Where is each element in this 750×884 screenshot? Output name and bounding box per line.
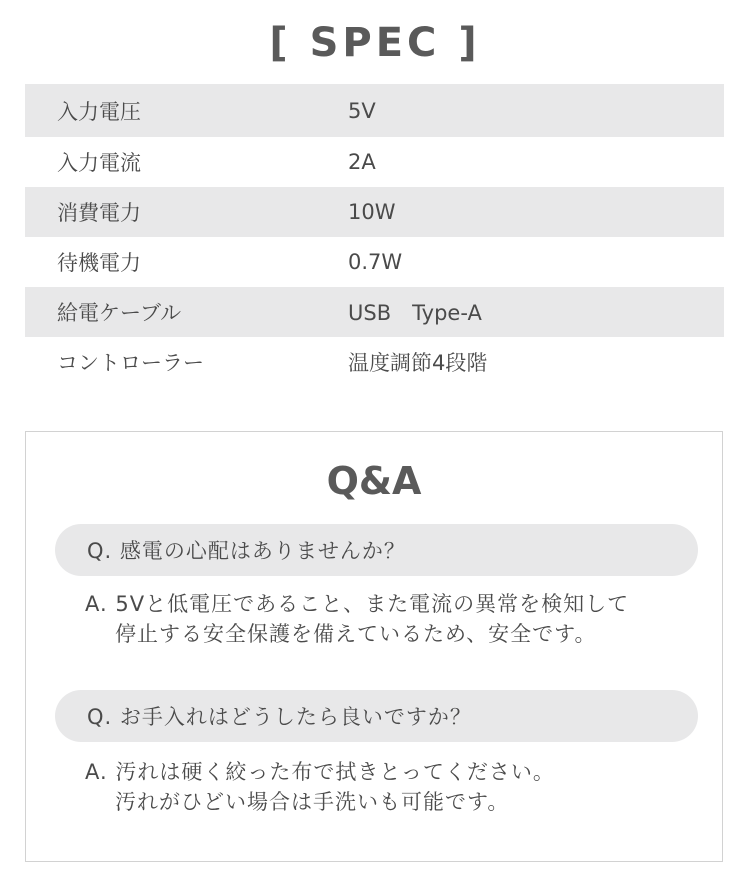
answer-2-line-1: A. 汚れは硬く絞った布で拭きとってください。 bbox=[85, 760, 555, 784]
answer-1-line-1: A. 5Vと低電圧であること、また電流の異常を検知して bbox=[85, 592, 630, 616]
spec-label: 給電ケーブル bbox=[57, 301, 182, 325]
spec-value: 0.7W bbox=[348, 250, 403, 274]
spec-label: コントローラー bbox=[57, 351, 204, 375]
answer-1-line-2: 停止する安全保護を備えているため、安全です。 bbox=[115, 622, 597, 646]
spec-label: 入力電圧 bbox=[57, 99, 141, 124]
spec-value: 10W bbox=[348, 200, 396, 224]
answer-1 bbox=[85, 589, 705, 649]
spec-table bbox=[25, 84, 724, 387]
qa-title: Q&A bbox=[326, 459, 422, 503]
spec-row bbox=[25, 237, 724, 287]
spec-value: USB Type-A bbox=[348, 301, 482, 325]
spec-row bbox=[25, 187, 724, 237]
spec-value: 温度調節4段階 bbox=[348, 351, 488, 375]
question-1: Q. 感電の心配はありませんか？ bbox=[55, 524, 698, 576]
answer-2 bbox=[85, 757, 705, 817]
spec-title: [ SPEC ] bbox=[269, 20, 481, 66]
spec-value: 5V bbox=[348, 98, 376, 123]
spec-value: 2A bbox=[348, 150, 376, 174]
spec-label: 入力電流 bbox=[57, 151, 141, 175]
question-2: Q. お手入れはどうしたら良いですか？ bbox=[55, 690, 698, 742]
spec-row bbox=[25, 337, 724, 387]
spec-row bbox=[25, 84, 724, 137]
qa-section bbox=[25, 431, 723, 862]
answer-2-line-2: 汚れがひどい場合は手洗いも可能です。 bbox=[115, 790, 510, 814]
spec-row bbox=[25, 137, 724, 187]
spec-label: 待機電力 bbox=[57, 251, 141, 275]
spec-label: 消費電力 bbox=[57, 201, 141, 225]
spec-row bbox=[25, 287, 724, 337]
